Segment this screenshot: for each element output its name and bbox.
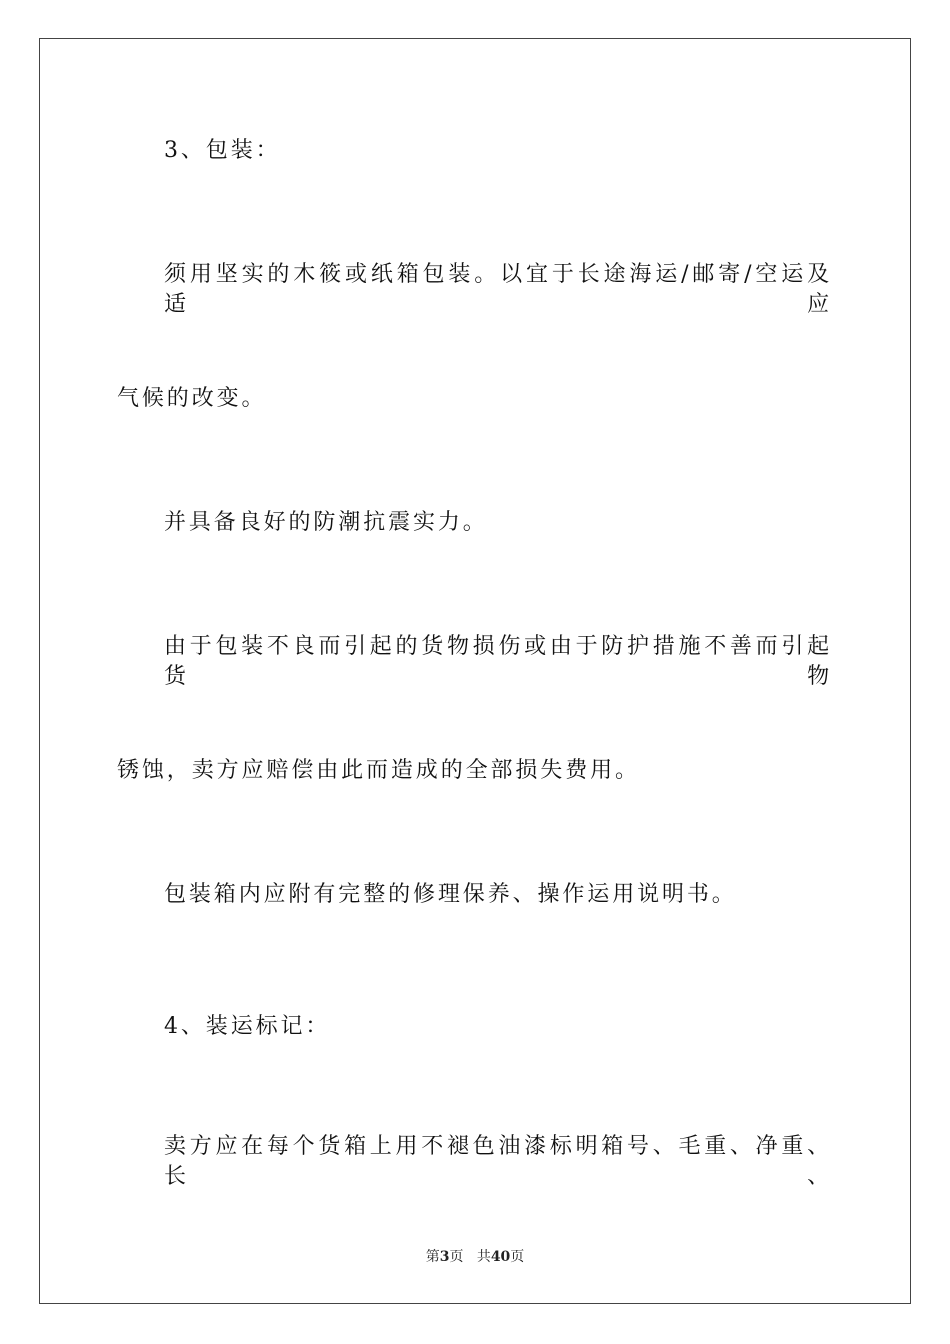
heading-packaging: 3、包装： [164,138,281,163]
paragraph-line: 由于包装不良而引起的货物损伤或由于防护措施不善而引起货物 [164,634,832,689]
footer-total-prefix: 共 [476,1249,491,1265]
paragraph-line: 气候的改变。 [117,386,267,411]
heading-shipping-marks: 4、装运标记： [164,1014,331,1039]
footer-total-suffix: 页 [510,1249,525,1265]
footer-page-number: 3 [439,1249,450,1265]
paragraph-line: 锈蚀，卖方应赔偿由此而造成的全部损失费用。 [117,758,640,783]
paragraph-line: 须用坚实的木筱或纸箱包装。以宜于长途海运/邮寄/空运及适应 [164,262,832,317]
paragraph-line: 并具备良好的防潮抗震实力。 [164,510,488,535]
page-footer [0,1247,950,1267]
paragraph-line: 包装箱内应附有完整的修理保养、操作运用说明书。 [164,882,737,907]
footer-total-pages: 40 [490,1249,511,1265]
footer-page-suffix: 页 [449,1249,464,1265]
footer-page-prefix: 第 [425,1249,440,1265]
paragraph-line: 卖方应在每个货箱上用不褪色油漆标明箱号、毛重、净重、长、 [164,1134,832,1189]
